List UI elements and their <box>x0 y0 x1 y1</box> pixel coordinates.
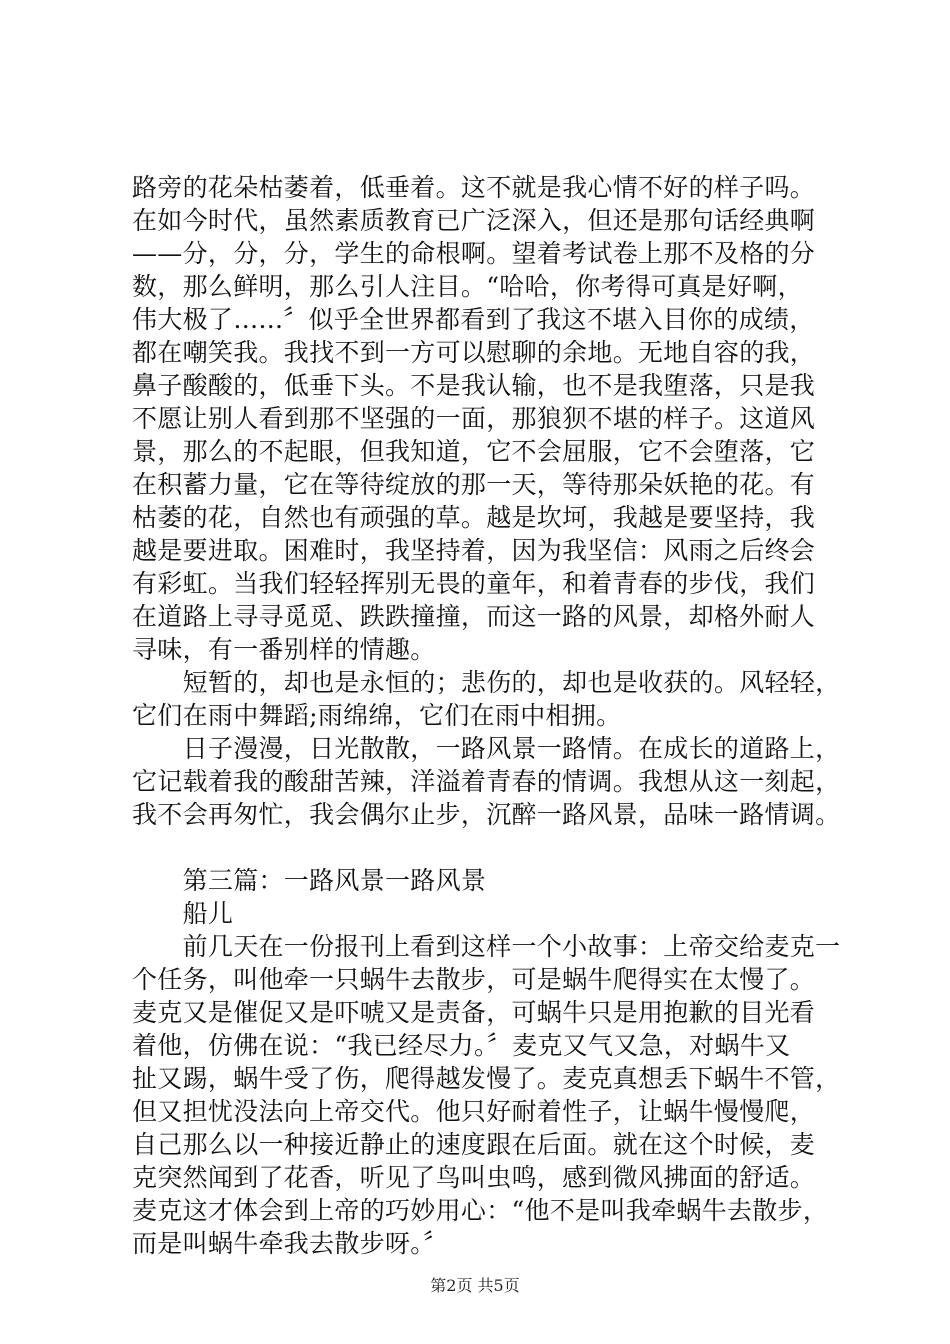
text-line: 在如今时代，虽然素质教育已广泛深入，但还是那句话经典啊 <box>132 206 816 235</box>
text-line: 在道路上寻寻觅觅、跌跌撞撞，而这一路的风景，却格外耐人 <box>132 602 816 631</box>
text-line: 都在嘲笑我。我找不到一方可以慰聊的余地。无地自容的我， <box>132 338 816 367</box>
text-line: 前几天在一份报刊上看到这样一个小故事：上帝交给麦克一 <box>132 932 841 961</box>
text-line: 个任务，叫他牵一只蜗牛去散步，可是蜗牛爬得实在太慢了。 <box>132 965 816 994</box>
text-line: 它记载着我的酸甜苦辣，洋溢着青春的情调。我想从这一刻起， <box>132 767 841 796</box>
paragraph-gap <box>132 831 837 864</box>
text-line: 在积蓄力量，它在等待绽放的那一天，等待那朵妖艳的花。有 <box>132 470 816 499</box>
section-title: 第三篇：一路风景一路风景 <box>132 866 487 895</box>
text-line: 它们在雨中舞蹈;雨绵绵，它们在雨中相拥。 <box>132 701 622 730</box>
text-line: 日子漫漫，日光散散，一路风景一路情。在成长的道路上， <box>132 734 841 763</box>
text-line: 麦克这才体会到上帝的巧妙用心：“他不是叫我牵蜗牛去散步， <box>132 1196 829 1225</box>
text-line: 扯又踢，蜗牛受了伤，爬得越发慢了。麦克真想丢下蜗牛不管， <box>132 1064 841 1093</box>
text-line: 而是叫蜗牛牵我去散步呀。〞 <box>132 1229 449 1258</box>
author-name: 船儿 <box>132 899 234 928</box>
text-line: 寻味，有一番别样的情趣。 <box>132 635 436 664</box>
text-line: 不愿让别人看到那不坚强的一面，那狼狈不堪的样子。这道风 <box>132 404 816 433</box>
text-line: 越是要进取。困难时，我坚持着，因为我坚信：风雨之后终会 <box>132 536 816 565</box>
text-line: 数，那么鲜明，那么引人注目。“哈哈，你考得可真是好啊， <box>132 272 803 301</box>
text-line: 着他，仿佛在说：“我已经尽力。〞麦克又气又急，对蜗牛又 <box>132 1031 791 1060</box>
text-line: 自己那么以一种接近静止的速度跟在后面。就在这个时候，麦 <box>132 1130 816 1159</box>
text-line: 克突然闻到了花香，听见了鸟叫虫鸣，感到微风拂面的舒适。 <box>132 1163 816 1192</box>
text-line: 但又担忧没法向上帝交代。他只好耐着性子，让蜗牛慢慢爬， <box>132 1097 816 1126</box>
text-line: 伟大极了…...〞似乎全世界都看到了我这不堪入目你的成绩， <box>132 305 815 334</box>
body-text <box>132 171 841 1260</box>
text-line: 我不会再匆忙，我会偶尔止步，沉醉一路风景，品味一路情调。 <box>132 800 841 829</box>
text-line: 有彩虹。当我们轻轻挥别无畏的童年，和着青春的步伐，我们 <box>132 569 816 598</box>
text-line: 麦克又是催促又是吓唬又是责备，可蜗牛只是用抱歉的目光看 <box>132 998 816 1027</box>
text-line: 鼻子酸酸的，低垂下头。不是我认输，也不是我堕落，只是我 <box>132 371 816 400</box>
text-line: 路旁的花朵枯萎着，低垂着。这不就是我心情不好的样子吗。 <box>132 173 816 202</box>
text-line: 短暂的，却也是永恒的；悲伤的，却也是收获的。风轻轻， <box>132 668 841 697</box>
text-line: 枯萎的花，自然也有顽强的草。越是坎坷，我越是要坚持，我 <box>132 503 816 532</box>
text-line: ——分，分，分，学生的命根啊。望着考试卷上那不及格的分 <box>132 239 816 268</box>
text-line: 景，那么的不起眼，但我知道，它不会屈服，它不会堕落，它 <box>132 437 816 466</box>
page-footer: 第2页 共5页 <box>430 1276 520 1295</box>
